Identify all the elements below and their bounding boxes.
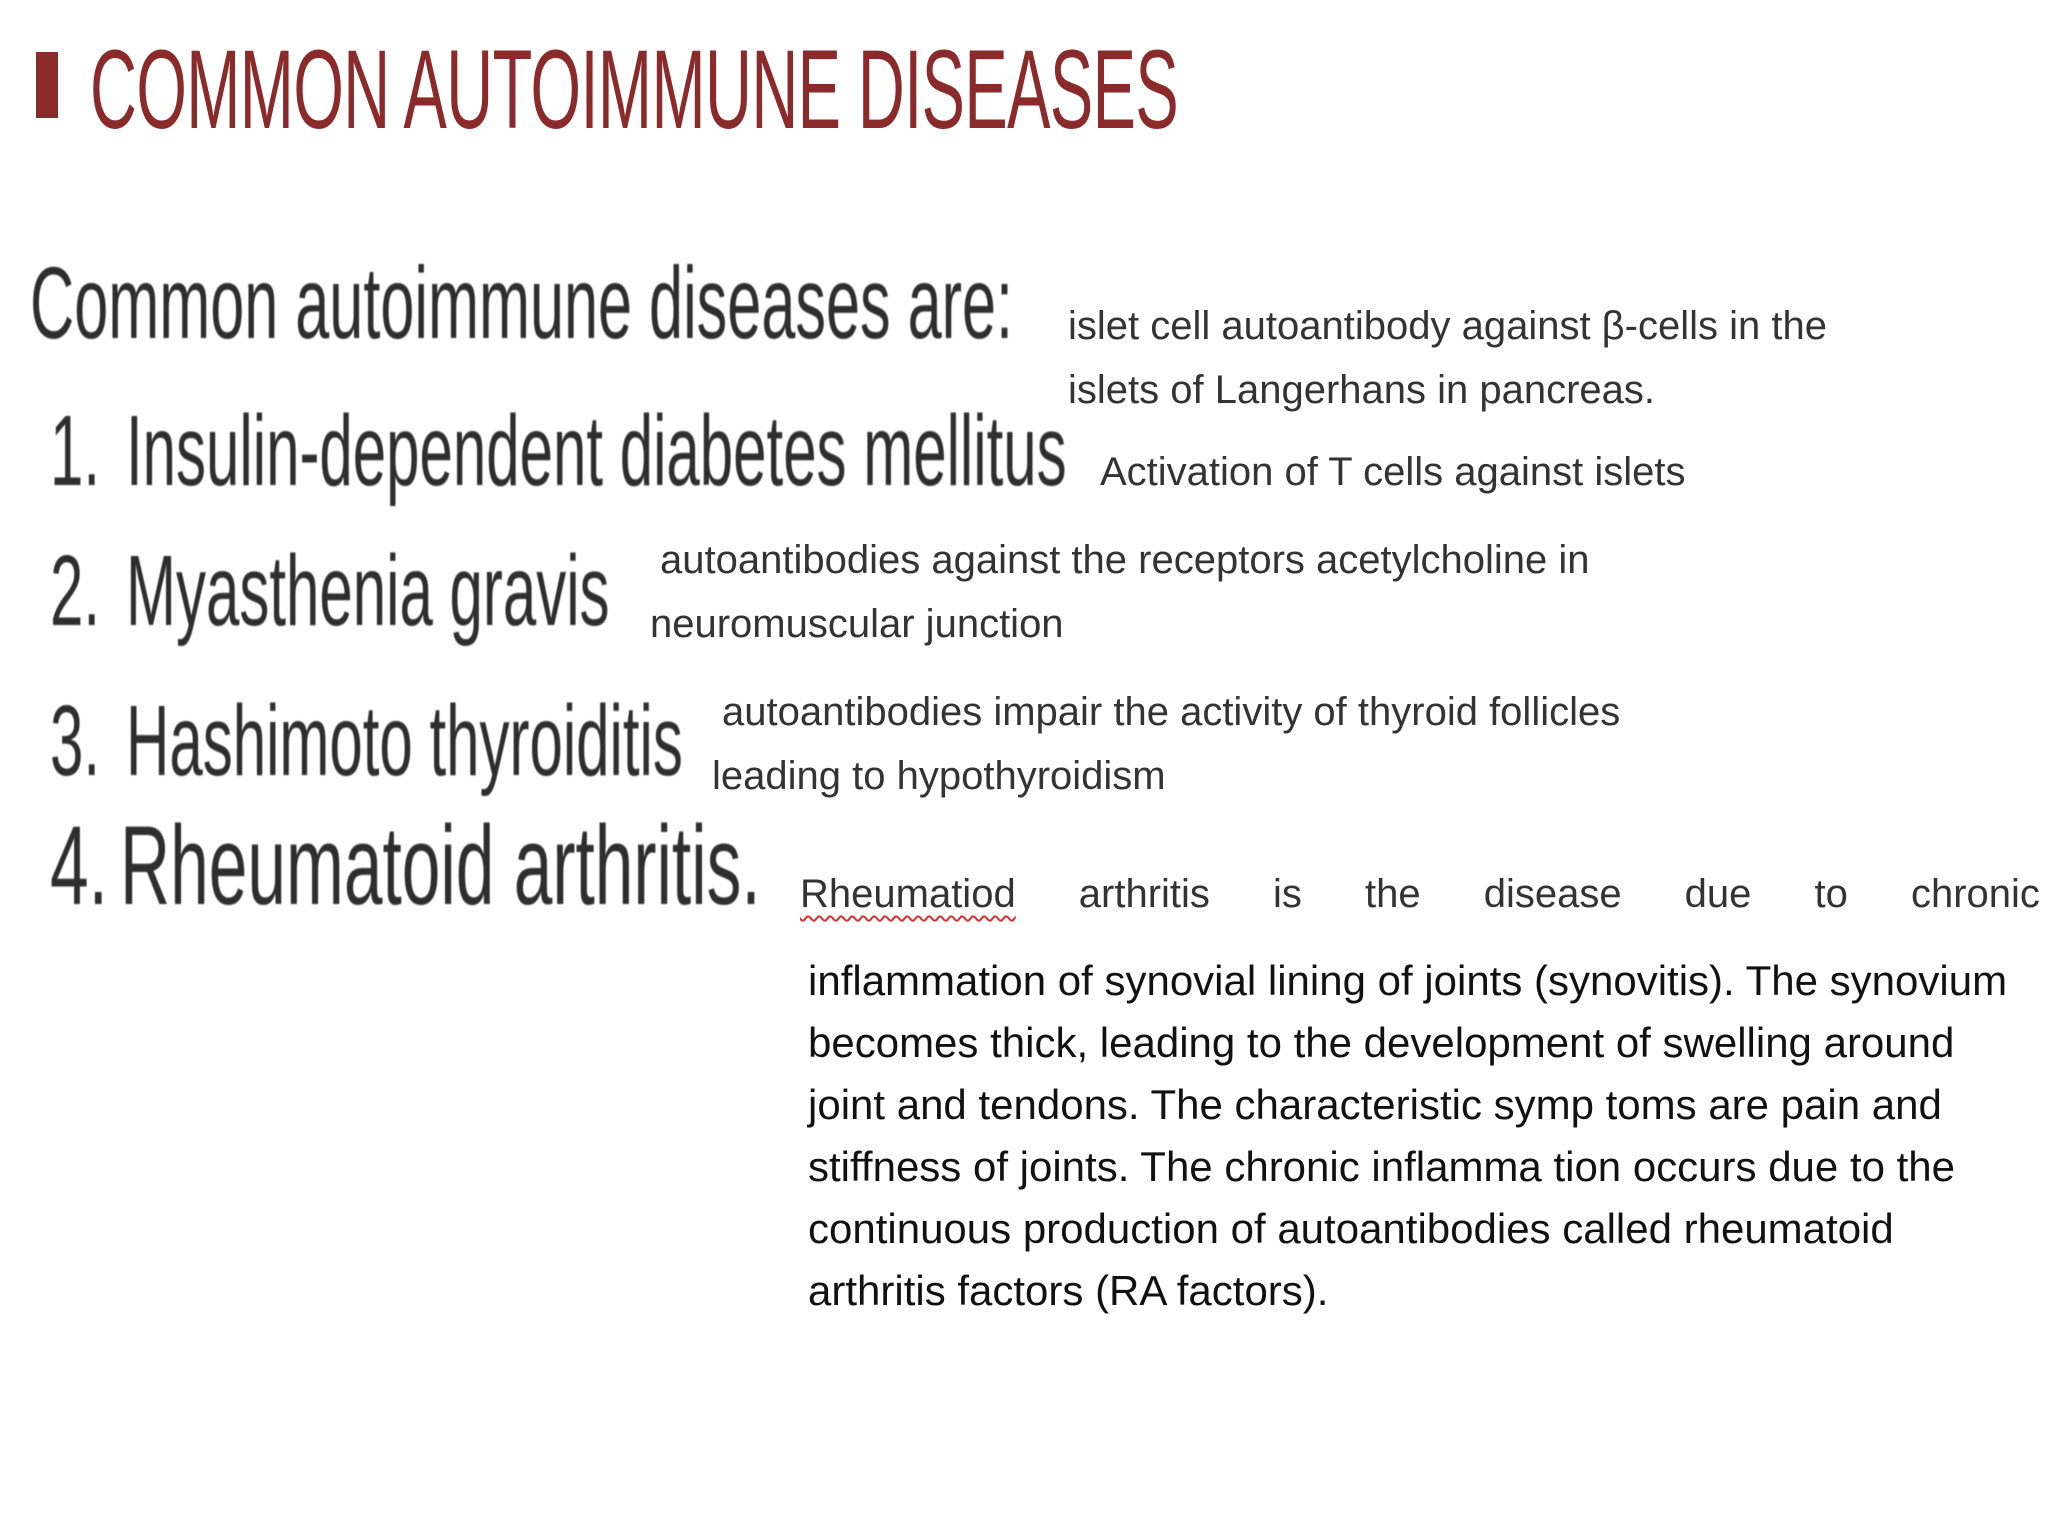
diabetes-tcell-note: Activation of T cells against islets	[1100, 450, 1686, 494]
diabetes-description	[1068, 294, 1827, 422]
ra-word: disease	[1483, 872, 1622, 916]
list-item-number: 4.	[50, 803, 108, 928]
list-item-number: 1.	[50, 395, 101, 507]
list-item-rheumatoid: Rheumatoid arthritis.	[120, 803, 761, 928]
list-item-myasthenia: Myasthenia gravis	[126, 535, 610, 647]
diabetes-desc-line-2: islets of Langerhans in pancreas.	[1068, 368, 1656, 412]
ra-word: due	[1684, 872, 1752, 916]
ra-word: arthritis	[1078, 872, 1210, 916]
myasthenia-desc-line-2: neuromuscular junction	[650, 602, 1064, 646]
rheumatoid-description-paragraph: inflammation of synovial lining of joints (synovitis). The synovium becomes thick, leading to the development of swelling around joint and tendons. The characteristic symp toms are pain and stiffness of joints. The chronic inflamma tion occurs due to the continuous production of autoantibodies called rheumatoid arthritis factors (RA factors).	[808, 957, 2008, 1314]
list-item-hashimoto: Hashimoto thyroiditis	[126, 685, 683, 797]
slide-title: COMMON AUTOIMMUNE DISEASES	[90, 27, 1179, 152]
diabetes-desc-line-1: islet cell autoantibody against β-cells in the	[1068, 304, 1827, 348]
myasthenia-desc-line-1: autoantibodies against the receptors acetylcholine in	[660, 538, 1590, 582]
list-intro: Common autoimmune diseases are:	[30, 246, 1014, 360]
list-item-diabetes: Insulin-dependent diabetes mellitus	[126, 395, 1067, 507]
ra-word: is	[1273, 872, 1302, 916]
ra-word: chronic	[1910, 872, 2040, 916]
hashimoto-description	[712, 680, 1620, 808]
ra-word: the	[1365, 872, 1421, 916]
rheumatoid-description-first-line	[800, 862, 2040, 926]
list-item-number: 2.	[50, 535, 101, 647]
hashimoto-desc-line-2: leading to hypothyroidism	[712, 754, 1166, 798]
hashimoto-desc-line-1: autoantibodies impair the activity of thyroid follicles	[722, 690, 1621, 734]
ra-word: to	[1814, 872, 1848, 916]
ra-word-misspelled: Rheumatiod	[800, 872, 1016, 916]
title-bullet-square	[36, 52, 58, 118]
list-item-number: 3.	[50, 685, 101, 797]
myasthenia-description	[650, 528, 1590, 656]
